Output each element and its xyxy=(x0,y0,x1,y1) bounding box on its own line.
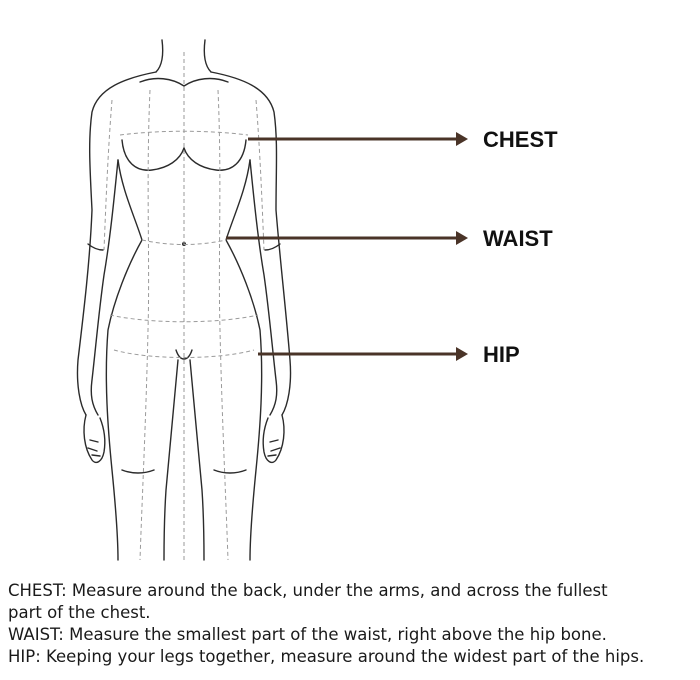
hip-indicator xyxy=(258,342,520,367)
chest-indicator xyxy=(248,127,558,152)
waist-label: WAIST xyxy=(483,226,553,251)
hip-label: HIP xyxy=(483,342,520,367)
chest-instruction-line-1: CHEST: Measure around the back, under the arms, and across the fullest xyxy=(8,581,608,600)
hip-instruction: HIP: Keeping your legs together, measure around the widest part of the hips. xyxy=(8,647,645,666)
chest-label: CHEST xyxy=(483,127,558,152)
measurement-instructions xyxy=(8,580,698,668)
chest-instruction-line-2: part of the chest. xyxy=(8,603,151,622)
waist-instruction: WAIST: Measure the smallest part of the waist, right above the hip bone. xyxy=(8,625,607,644)
construction-guides xyxy=(104,52,264,560)
